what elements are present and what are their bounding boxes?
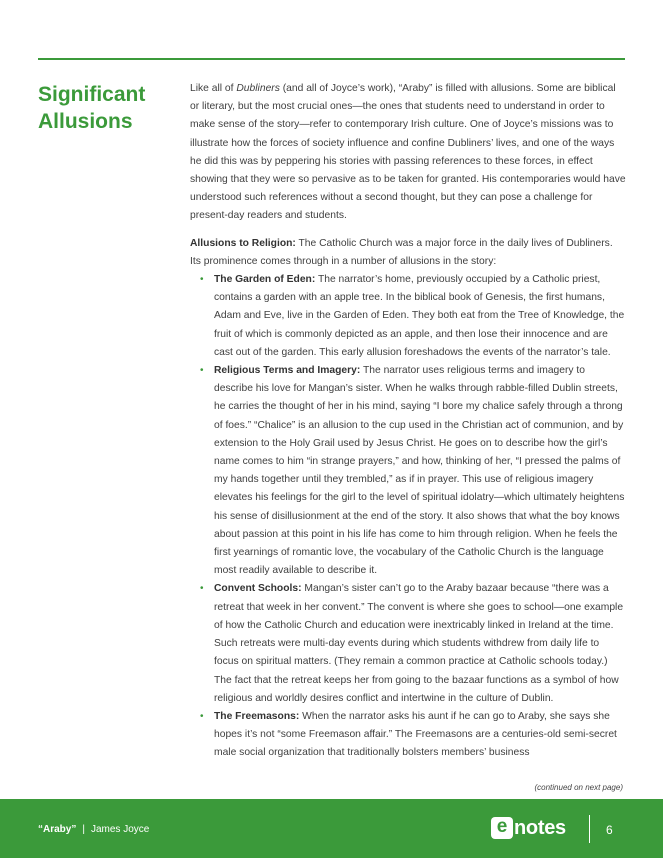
list-item-text: The narrator uses religious terms and imagery to describe his love for Mangan’s sister. When he walks through rabble-filled Dublin streets, he carries the thought of her in his mind, saying “I bore my chalice safely through a throng of foes.” “Chalice” is an allusion to the cup used in the Christian act of communion, and by extension to the Holy Grail used by Jesus Christ. He goes on to describe how the girl’s name comes to him “in strange prayers,” and how, thinking of her, “I pressed the palms of my hands together until they trembled,” as if in prayer. This use of religious imagery elevates his feelings for the girl to the level of spiritual idolatry—which ultimately heightens his sense of disillusionment at the end of the story. It also shows that what the boy knows about passion at this point in his life has come to him through religion. When he feels the first yearnings of romantic love, the vocabulary of the Catholic Church is the language most readily available to describe it. (214, 365, 625, 577)
list-item-text: Mangan’s sister can’t go to the Araby bazaar because “there was a retreat that week in her convent.” The convent is where she goes to school—one example of how the Catholic Church and education were inextricably linked in Ireland at the time. Such retreats were multi-day events during which students withdrew from daily life to focus on spiritual matters. (They remain a common practice at Catholic schools today.) The fact that the retreat keeps her from going to the bazaar functions as a symbol of how religious and worldly desires conflict and intertwine in the culture of Dublin. (214, 583, 624, 704)
footer-credit (38, 824, 149, 835)
intro-paragraph (190, 80, 626, 226)
list-item-term: Convent Schools: (214, 583, 302, 595)
intro-italic-title: Dubliners (236, 83, 280, 94)
intro-text-rest: (and all of Joyce’s work), “Araby” is filled with allusions. Some are biblical or literary, but the most crucial ones—the ones that students need to understand in order to make sense of the story—refer to contemporary Irish culture. One of Joyce’s missions was to illustrate how the forces of society influence and confine Dubliners’ lives, and one of the ways he did this was by peppering his stories with passing references to these forces, in effect showing that they were so pervasive as to be taken for granted. His contemporaries would have understood such references without a second thought, but they can pose a challenge for present-day readers and students. (190, 83, 626, 222)
list-item-text: When the narrator asks his aunt if he can go to Araby, she says she hopes it’s not “some Freemason affair.” The Freemasons are a centuries-old semi-secret male social organization that traditionally bolsters members’ business (214, 710, 617, 759)
section-heading (38, 81, 178, 135)
footer-separator: | (82, 824, 85, 835)
heading-line-2: Allusions (38, 110, 133, 133)
enotes-logo[interactable] (491, 816, 566, 840)
footer-work-title: “Araby” (38, 824, 77, 835)
heading-line-1: Significant (38, 83, 146, 106)
religion-paragraph (190, 235, 626, 271)
logo-e-icon: e (491, 817, 513, 839)
footer-bar (0, 799, 663, 858)
list-item-term: Religious Terms and Imagery: (214, 365, 361, 377)
footer-divider (589, 815, 590, 843)
list-item (214, 362, 626, 580)
list-item-term: The Freemasons: (214, 710, 300, 722)
logo-text: notes (514, 816, 566, 839)
list-item (214, 708, 626, 763)
page-number: 6 (606, 823, 613, 837)
top-divider (38, 58, 625, 60)
intro-text-start: Like all of (190, 83, 237, 94)
continued-note: (continued on next page) (534, 783, 623, 792)
main-content (190, 80, 626, 763)
footer-author: James Joyce (90, 824, 150, 835)
list-item (214, 580, 626, 707)
list-item (214, 271, 626, 362)
religion-label: Allusions to Religion: (190, 237, 296, 249)
allusion-list (190, 271, 626, 762)
list-item-term: The Garden of Eden: (214, 274, 316, 286)
list-item-text: The narrator’s home, previously occupied by a Catholic priest, contains a garden with an apple tree. In the biblical book of Genesis, the first humans, Adam and Eve, live in the Garden of Eden. They both eat from the Tree of Knowledge, the fruit of which is commonly depicted as an apple, and then lose their innocence and are cast out of the garden. This early allusion foreshadows the events of the narrator’s tale. (214, 274, 625, 358)
religion-text: The Catholic Church was a major force in the daily lives of Dubliners. Its prominence comes through in a number of allusions in the story: (190, 237, 613, 267)
